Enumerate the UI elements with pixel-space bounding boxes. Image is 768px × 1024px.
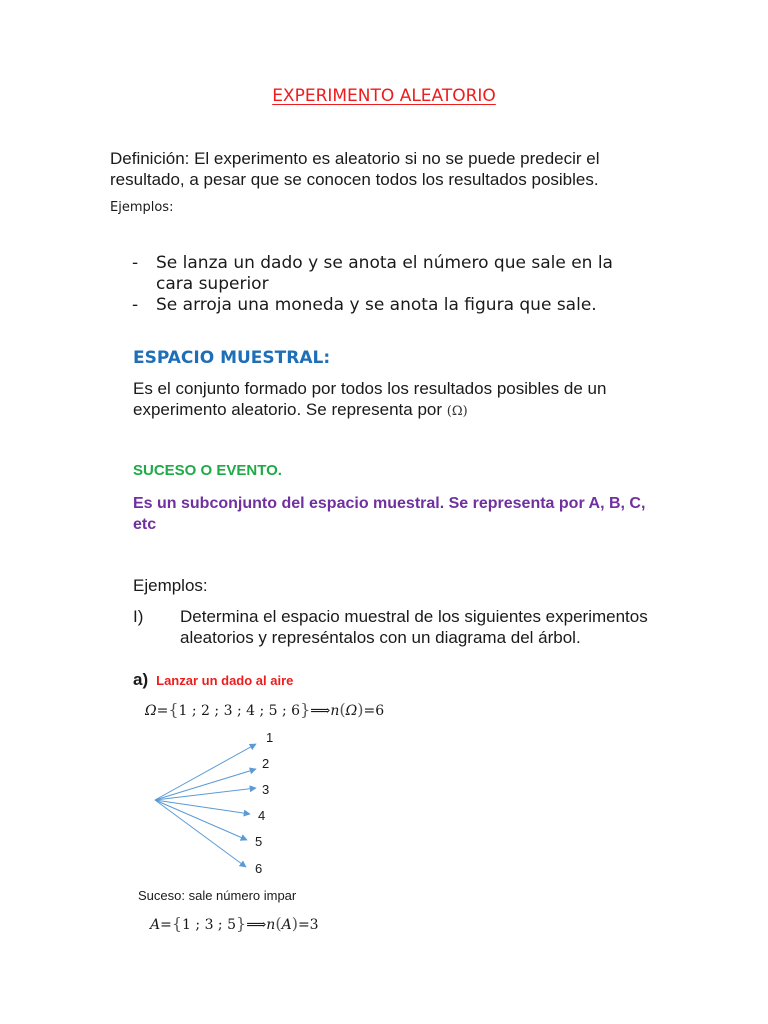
- formula-lhs: A: [150, 917, 161, 933]
- tree-branch-4: [155, 800, 250, 814]
- event-formula: A={1 ; 3 ; 5}⟹n(A)=3: [150, 914, 319, 933]
- event-heading: SUCESO O EVENTO.: [133, 462, 282, 479]
- examples-label-2: Ejemplos:: [133, 576, 208, 595]
- bullet-dash: -: [132, 253, 139, 273]
- tree-branch-3: [155, 788, 256, 800]
- item-a-letter: a): [133, 670, 149, 689]
- list-item-text: Se lanza un dado y se anota el número que sale en la cara superior: [156, 253, 613, 294]
- formula-n: n: [266, 917, 276, 933]
- formula-arg: A: [281, 917, 292, 933]
- page-title: EXPERIMENTO ALEATORIO: [272, 86, 496, 106]
- formula-lhs: Ω: [145, 703, 157, 719]
- tree-label-6: 6: [255, 861, 263, 876]
- sample-space-formula: Ω={1 ; 2 ; 3 ; 4 ; 5 ; 6}⟹n(Ω)=6: [145, 700, 385, 719]
- tree-branch-2: [155, 769, 256, 800]
- formula-value: 3: [309, 917, 319, 933]
- tree-label-5: 5: [255, 834, 263, 849]
- tree-label-1: 1: [266, 730, 274, 745]
- formula-n: n: [330, 703, 340, 719]
- item-a-caption: Lanzar un dado al aire: [156, 673, 294, 688]
- bullet-dash: -: [132, 295, 139, 315]
- tree-label-3: 3: [262, 782, 270, 797]
- formula-value: 6: [375, 703, 385, 719]
- sample-space-heading: ESPACIO MUESTRAL:: [133, 348, 331, 368]
- sample-space-text: Es el conjunto formado por todos los resultados posibles de un experimento aleatorio. Se representa por: [133, 379, 607, 419]
- examples-label: Ejemplos:: [110, 200, 174, 215]
- exercise-text: Determina el espacio muestral de los siguientes experimentos aleatorios y represéntalos con un diagrama del árbol.: [180, 607, 648, 647]
- formula-arg: Ω: [345, 703, 358, 719]
- tree-label-4: 4: [258, 808, 266, 823]
- tree-branch-1: [155, 744, 256, 800]
- formula-set: 1 ; 3 ; 5: [182, 917, 237, 933]
- event-example-caption: Suceso: sale número impar: [138, 888, 297, 903]
- exercise-number: I): [133, 607, 144, 626]
- definition-paragraph: Definición: El experimento es aleatorio si no se puede predecir el resultado, a pesar que se conocen todos los resultados posibles.: [110, 149, 600, 189]
- formula-set: 1 ; 2 ; 3 ; 4 ; 5 ; 6: [178, 703, 301, 719]
- omega-symbol: (Ω): [446, 404, 468, 419]
- list-item-text: Se arroja una moneda y se anota la figura que sale.: [156, 295, 597, 315]
- tree-label-2: 2: [262, 756, 270, 771]
- event-definition: Es un subconjunto del espacio muestral. Se representa por A, B, C, etc: [133, 495, 646, 533]
